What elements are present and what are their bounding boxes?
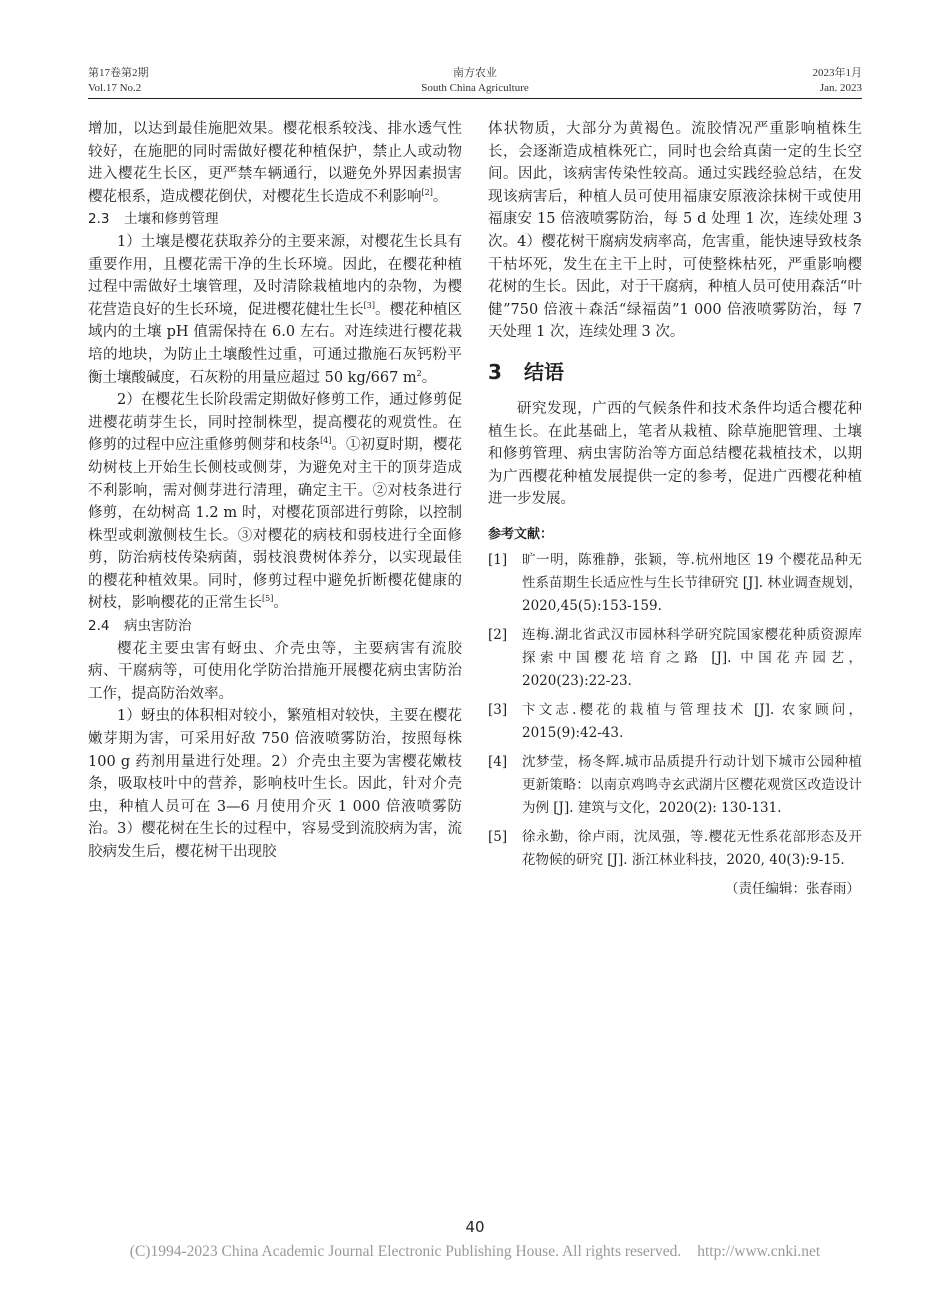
section-number: 3 (488, 359, 502, 384)
cnki-link[interactable]: http://www.cnki.net (697, 1243, 821, 1260)
reference-number: [5] (488, 828, 508, 845)
section-3-heading (488, 358, 862, 386)
paragraph-pests-detail: 1）蚜虫的体积相对较小，繁殖相对较快，主要在樱花嫩芽期为害，可采用好敌 750 倍液喷雾防治，按照每株 100 g 药剂用量进行处理。2）介壳虫主要为害樱花嫩枝条，吸取枝叶中的营养，影响枝叶生长。因此，针对介壳虫，种植人员可在 3—6 月使用介灭 1 000 倍液喷雾防治。3）樱花树在生长的过程中，容易受到流胶病为害，流胶病发生后，樱花树干出现胶 (88, 708, 462, 860)
volume-issue-en: Vol.17 No.2 (88, 82, 142, 94)
references-heading: 参考文献： (488, 526, 554, 542)
reference-text: 沈梦莹，杨冬辉.城市品质提升行动计划下城市公园种植更新策略：以南京鸡鸣寺玄武湖片区樱花观赏区改造设计为例 [J]. 建筑与文化，2020(2): 130-131. (522, 753, 862, 816)
citation-2[interactable]: [2] (421, 187, 433, 197)
copyright-watermark (0, 1243, 950, 1261)
section-2-4-heading (88, 615, 462, 638)
copyright-text: (C)1994-2023 China Academic Journal Electronic Publishing House. All rights reserved. (129, 1243, 682, 1260)
reference-item[interactable] (488, 624, 862, 693)
citation-3[interactable]: [3] (363, 300, 375, 310)
reference-text: 旷一明，陈雅静，张颖，等.杭州地区 19 个樱花品种无性系苗期生长适应性与生长节律研究 [J]. 林业调查规划，2020,45(5):153-159. (522, 551, 862, 614)
left-column (88, 118, 462, 864)
reference-number: [4] (488, 753, 508, 770)
citation-5[interactable]: [5] (262, 594, 274, 604)
paragraph-pruning: 2）在樱花生长阶段需定期做好修剪工作，通过修剪促进樱花萌芽生长，同时控制株型，提高樱花的观赏性。在修剪的过程中应注重修剪侧芽和枝条[4]。①初夏时期，樱花幼树枝上开始生长侧枝或侧芽，为避免对主干的顶芽造成不利影响，需对侧芽进行清理，确定主干。②对枝条进行修剪，在幼树高 1.2 m 时，对樱花顶部进行剪除，以控制株型或刺激侧枝生长。③对樱花的病枝和弱枝进行全面修剪，防治病枝传染病菌，弱枝浪费树体养分，以实现最佳的樱花种植效果。同时，修剪过程中避免折断樱花健康的树枝，影响樱花的正常生长[5]。 (88, 392, 463, 612)
header-rule (88, 98, 862, 99)
reference-number: [1] (488, 551, 508, 568)
reference-number: [3] (488, 701, 508, 718)
page-number: 40 (465, 1218, 485, 1236)
paragraph-disease-cont: 体状物质，大部分为黄褐色。流胶情况严重影响植株生长，会逐渐造成植株死亡，同时也会给真菌一定的生长空间。因此，该病害传染性较高。通过实践经验总结，在发现该病害后，种植人员可使用福康安原液涂抹树干或使用福康安 15 倍液喷雾防治，每 5 d 处理 1 次，连续处理 3 次。4）樱花树干腐病发病率高，危害重，能快速导致枝条干枯坏死，发生在主干上时，可使整株枯死，严重影响樱花树的生长。因此，对于干腐病，种植人员可使用森活“叶健”750 倍液＋森活“绿福茵”1 000 倍液喷雾防治，每 7 天处理 1 次，连续处理 3 次。 (488, 121, 862, 341)
citation-4[interactable]: [4] (320, 436, 332, 446)
reference-number: [2] (488, 626, 508, 643)
reference-text: 徐永勤，徐卢雨，沈凤强，等.樱花无性系花部形态及开花物候的研究 [J]. 浙江林业科技，2020, 40(3):9-15. (522, 828, 862, 868)
date-cn: 2023年1月 (812, 67, 862, 79)
reference-text: 卞文志.樱花的栽植与管理技术 [J]. 农家顾问，2015(9):42-43. (522, 701, 862, 741)
section-title: 土壤和修剪管理 (124, 211, 219, 228)
volume-issue-cn: 第17卷第2期 (88, 67, 149, 79)
date-en: Jan. 2023 (819, 82, 862, 94)
reference-item[interactable] (488, 699, 862, 745)
paragraph-soil: 1）土壤是樱花获取养分的主要来源，对樱花生长具有重要作用，且樱花需干净的生长环境。因此，在樱花种植过程中需做好土壤管理，及时清除栽植地内的杂物，为樱花营造良好的生长环境，促进樱花健壮生长[3]。樱花种植区域内的土壤 pH 值需保持在 6.0 左右。对连续进行樱花栽培的地块，为防止土壤酸性过重，可通过撒施石灰钙粉平衡土壤酸碱度，石灰粉的用量应超过 50 kg/667 $m^2$。 (88, 233, 463, 386)
journal-title-en: South China Agriculture (421, 82, 529, 94)
right-column (488, 118, 862, 901)
reference-item[interactable] (488, 549, 862, 618)
journal-title (0, 66, 950, 96)
reference-item[interactable] (488, 751, 862, 820)
responsible-editor: （责任编辑：张春雨） (725, 880, 860, 897)
journal-title-cn: 南方农业 (453, 67, 497, 79)
paragraph-pests-overview: 樱花主要虫害有蚜虫、介壳虫等，主要病害有流胶病、干腐病等，可使用化学防治措施开展樱花病虫害防治工作，提高防治效率。 (88, 640, 462, 702)
section-number: 2.4 (88, 618, 110, 635)
paragraph-intro: 增加，以达到最佳施肥效果。樱花根系较浅、排水透气性较好，在施肥的同时需做好樱花种植保护，禁止人或动物进入樱花生长区，更严禁车辆通行，以避免外界因素损害樱花根系，造成樱花倒伏，对樱花生长造成不利影响[2]。 (88, 121, 462, 205)
section-title: 病虫害防治 (124, 618, 192, 635)
section-number: 2.3 (88, 211, 110, 228)
reference-text: 连梅.湖北省武汉市园林科学研究院国家樱花种质资源库探索中国樱花培育之路 [J]. 中国花卉园艺，2020(23):22-23. (522, 626, 862, 689)
reference-item[interactable] (488, 826, 862, 872)
section-2-3-heading (88, 208, 462, 231)
section-title: 结语 (524, 359, 564, 384)
journal-date (813, 66, 863, 96)
superscript-2: 2 (416, 368, 422, 378)
paragraph-conclusion: 研究发现，广西的气候条件和技术条件均适合樱花种植生长。在此基础上，笔者从栽植、除草施肥管理、土壤和修剪管理、病虫害防治等方面总结樱花栽植技术，以期为广西樱花种植发展提供一定的参考，促进广西樱花种植进一步发展。 (488, 400, 862, 508)
